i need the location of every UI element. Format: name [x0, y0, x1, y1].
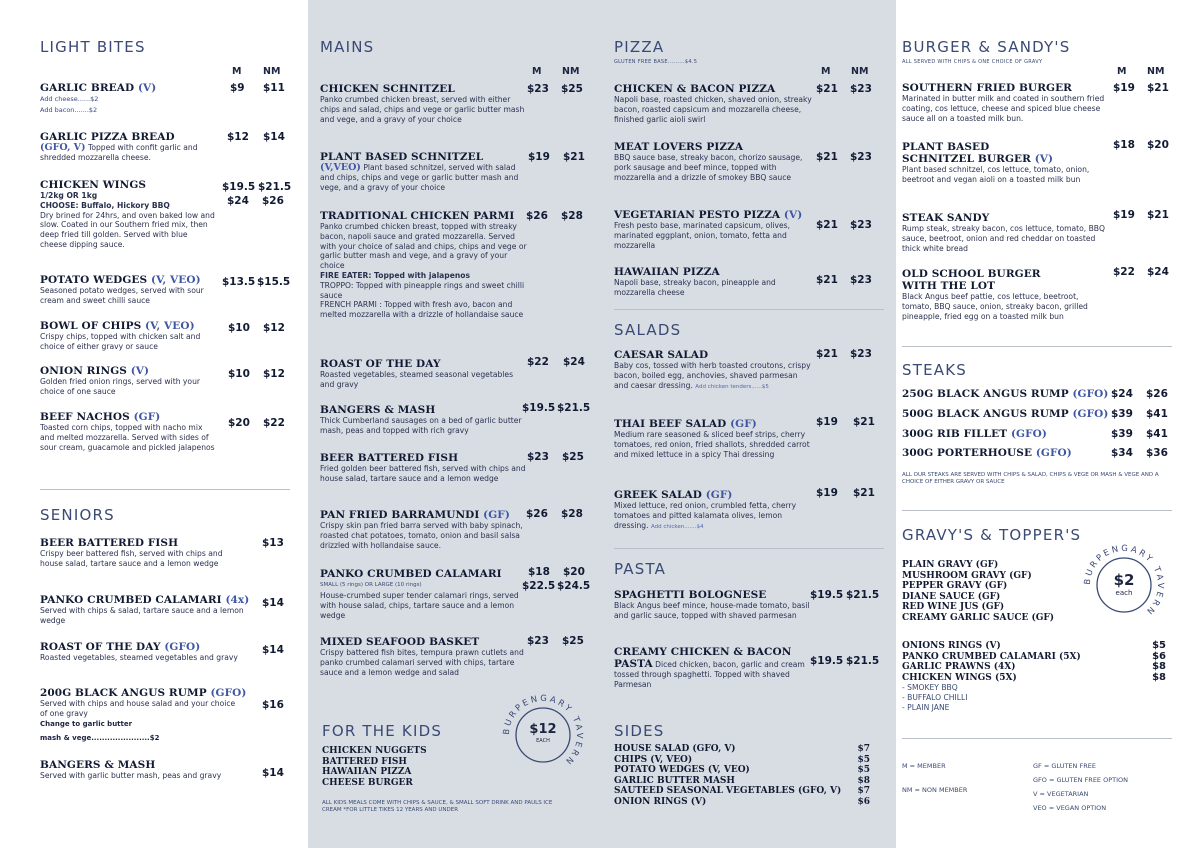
price-member: $13.5 [222, 276, 256, 288]
price-member: $23 [527, 635, 549, 647]
price-member: $19 [528, 151, 550, 163]
steaks-note: ALL OUR STEAKS ARE SERVED WITH CHIPS & SALAD, CHIPS & VEGE OR MASH & VEGE AND A CHOICE OF EITHER GRAVY OR SAUCE [902, 472, 1159, 485]
kids-heading: FOR THE KIDS [322, 722, 443, 740]
price-member: $19.5 [810, 589, 844, 601]
menu-item: CAESAR SALAD Baby cos, tossed with herb toasted croutons, crispy bacon, boiled egg, anchovies, shaved parmesan and caesar dressing. Add chicken tenders......$5 [614, 349, 811, 390]
menu-item: 250G BLACK ANGUS RUMP (GFO) [902, 388, 1109, 400]
stamp-ring-text: BURPENGARY TAVERN [501, 693, 585, 768]
price-member: $21 [816, 348, 838, 360]
divider [902, 510, 1172, 511]
member-col-header: M [232, 66, 242, 77]
legend-gf: GF = GLUTEN FREE [1033, 762, 1096, 770]
menu-item: CREAMY CHICKEN & BACON PASTA Diced chicken, bacon, garlic and cream tossed through spaghetti. Topped with shaved Parmesan [614, 646, 805, 689]
kids-list [322, 746, 427, 788]
list-item: POTATO WEDGES (V, VEO) $5 [614, 765, 870, 776]
menu-item: HAWAIIAN PIZZA Napoli base, streaky bacon, pineapple and mozzarella cheese [614, 266, 776, 297]
member-col-header: M [532, 66, 542, 77]
gravy-heading: GRAVY'S & TOPPER'S [902, 526, 1082, 544]
price-nonmember: $36 [1146, 447, 1168, 459]
price-nonmember: $23 [850, 83, 872, 95]
price-member: $19.5 [522, 402, 556, 414]
gravy-list [902, 560, 1054, 624]
price-nonmember: $23 [850, 274, 872, 286]
stamp-each: each [1115, 589, 1133, 597]
menu-item: STEAK SANDY Rump steak, streaky bacon, cos lettuce, tomato, BBQ sauce, beetroot, onion and red cheddar on toasted thick white bread [902, 212, 1105, 253]
price-member: $24 [227, 195, 249, 207]
stamp-ring-text: BURPENGARY TAVERN [1082, 543, 1166, 618]
burgers-subtitle: ALL SERVED WITH CHIPS & ONE CHOICE OF GRAVY [902, 59, 1043, 65]
price-member: $26 [526, 210, 548, 222]
price-nonmember: $24.5 [557, 580, 591, 592]
price-member: $21 [816, 151, 838, 163]
menu-item: VEGETARIAN PESTO PIZZA (V) Fresh pesto base, marinated capsicum, olives, marinated eggplant, onion, tomato, fetta and mozzarella [614, 209, 803, 250]
nonmember-col-header: NM [851, 66, 869, 77]
menu-item: ROAST OF THE DAY Roasted vegetables, steamed seasonal vegetables and gravy [320, 358, 514, 389]
price-member: $19 [1113, 209, 1135, 221]
kids-note: ALL KIDS MEALS COME WITH CHIPS & SAUCE, & SMALL SOFT DRINK AND PAULS ICE CREAM *FOR LITTLE TIKES 12 YEARS AND UNDER [322, 800, 553, 813]
price: $16 [262, 699, 284, 711]
toppers-list [902, 641, 1166, 713]
menu-item: 200G BLACK ANGUS RUMP (GFO) Served with chips and house salad and your choice of one gravy Change to garlic butter mash & vege......................$2 [40, 687, 247, 742]
sides-heading: SIDES [614, 722, 665, 740]
price-nonmember: $11 [263, 82, 285, 94]
price-member: $19.5 [222, 181, 256, 193]
menu-item: BEER BATTERED FISH Crispy beer battered fish, served with chips and house salad, tartare sauce and a lemon wedge [40, 537, 223, 568]
member-col-header: M [821, 66, 831, 77]
menu-item: MEAT LOVERS PIZZA BBQ sauce base, streaky bacon, chorizo sausage, pork sausage and beef mince, topped with mozzarella and a drizzle of smokey BBQ sauce [614, 141, 803, 182]
list-item: CHIPS (V, VEO) $5 [614, 754, 870, 765]
menu-item: GREEK SALAD (GF) Mixed lettuce, red onion, crumbled fetta, cherry tomatoes and pitted kalamata olives, lemon dressing. Add chicken.......$4 [614, 489, 797, 530]
mains-heading: MAINS [320, 38, 375, 56]
stamp-each: EACH [536, 738, 550, 744]
price-nonmember: $21 [1147, 209, 1169, 221]
menu-item: PLANT BASED SCHNITZEL (V,VEO) Plant based schnitzel, served with salad and chips, chips and vege or garlic butter mash and vege, and a gravy of your choice [320, 151, 519, 192]
price-member: $22.5 [522, 580, 556, 592]
price-nonmember: $28 [561, 210, 583, 222]
price-member: $24 [1111, 388, 1133, 400]
price-member: $19.5 [810, 655, 844, 667]
list-item: CHEESE BURGER [322, 777, 413, 788]
legend-v: V = VEGETARIAN [1033, 790, 1089, 798]
price-member: $21 [816, 83, 838, 95]
price-member: $9 [230, 82, 245, 94]
list-item: DIANE SAUCE (GF) [902, 591, 1001, 602]
price: $14 [262, 597, 284, 609]
legend-veo: VEO = VEGAN OPTION [1033, 804, 1107, 812]
price-nonmember: $21.5 [258, 181, 292, 193]
menu-item: CHICKEN WINGS 1/2kg OR 1kg CHOOSE: Buffalo, Hickory BBQ Dry brined for 24hrs, and oven baked low and slow. Coated in our Southern fried mix, then deep fried till golden. Served with blue cheese dipping sauce. [40, 179, 215, 249]
price-nonmember: $23 [850, 219, 872, 231]
member-col-header: M [1117, 66, 1127, 77]
menu-item: GARLIC BREAD (V) Add cheese......$2 Add bacon.......$2 [40, 82, 157, 114]
price-member: $10 [228, 322, 250, 334]
stamp-price: $12 [529, 722, 557, 737]
price-nonmember: $15.5 [257, 276, 291, 288]
pizza-subtitle: GLUTEN FREE BASE.........$4.5 [614, 59, 698, 65]
stamp-price: $2 [1113, 571, 1135, 589]
price-member: $23 [527, 451, 549, 463]
seniors-heading: SENIORS [40, 506, 115, 524]
price-nonmember: $25 [562, 635, 584, 647]
price-member: $39 [1111, 408, 1133, 420]
price-nonmember: $24 [1147, 266, 1169, 278]
divider [614, 309, 884, 310]
price-member: $23 [527, 83, 549, 95]
price-nonmember: $22 [263, 417, 285, 429]
list-item: MUSHROOM GRAVY (GF) [902, 570, 1032, 581]
menu-item: SOUTHERN FRIED BURGER Marinated in butter milk and coated in southern fried coating, cos lettuce, cheese and spiced blue cheese sauce all on a toasted milk bun. [902, 82, 1105, 123]
menu-item: BOWL OF CHIPS (V, VEO) Crispy chips, topped with chicken salt and choice of either gravy or sauce [40, 320, 201, 351]
price-nonmember: $20 [1147, 139, 1169, 151]
menu-item: BANGERS & MASH Served with garlic butter mash, peas and gravy [40, 759, 222, 780]
center-panel [308, 0, 896, 848]
menu-item: PANKO CRUMBED CALAMARI SMALL (5 rings) OR LARGE (10 rings) House-crumbed super tender calamari rings, served with house salad, chips, tartare sauce and a lemon wedge [320, 568, 519, 620]
price-nonmember: $26 [262, 195, 284, 207]
menu-item: MIXED SEAFOOD BASKET Crispy battered fish bites, tempura prawn cutlets and panko crumbed calamari served with chips, tartare sauce and a lemon wedge and salad [320, 636, 524, 677]
list-item: BATTERED FISH [322, 756, 407, 767]
menu-item: ROAST OF THE DAY (GFO) Roasted vegetables, steamed vegetables and gravy [40, 641, 238, 662]
menu-item: BEEF NACHOS (GF) Toasted corn chips, topped with nacho mix and melted mozzarella. Served with sides of sour cream, guacamole and pickled jalapenos [40, 411, 215, 452]
menu-item: CHICKEN SCHNITZEL Panko crumbed chicken breast, served with either chips and salad, chips and vege or garlic butter mash and vege, and a gravy of your choice [320, 83, 525, 124]
menu-item: THAI BEEF SALAD (GF) Medium rare seasoned & sliced beef strips, cherry tomatoes, red onion, fried shallots, shredded carrot and mixed lettuce in a spicy Thai dressing [614, 418, 810, 459]
price-nonmember: $23 [850, 348, 872, 360]
light-bites-heading: LIGHT BITES [40, 38, 146, 56]
menu-item: 500G BLACK ANGUS RUMP (GFO) [902, 408, 1109, 420]
menu-item: TRADITIONAL CHICKEN PARMI Panko crumbed chicken breast, topped with streaky bacon, napoli sauce and grated mozzarella. Served with your choice of salad and chips, chips and vege or garlic butter mash and vege, and a gravy of your choice FIRE EATER: Topped with jalapenos TROPPO: Topped with pineapple rings and sweet chilli sauce FRENCH PARMI : Topped with fresh avo, bacon and melted mozzarella with a drizzle of hollandaise sauce [320, 210, 527, 320]
sides-list [614, 744, 870, 808]
list-item: RED WINE JUS (GF) [902, 602, 1005, 613]
price-member: $19 [816, 487, 838, 499]
list-item: ONIONS RINGS (V) $5 [902, 640, 1166, 651]
menu-item: ONION RINGS (V) Golden fried onion rings, served with your choice of one sauce [40, 365, 201, 396]
kids-price-stamp [501, 693, 585, 777]
price-nonmember: $21 [1147, 82, 1169, 94]
price-member: $12 [227, 131, 249, 143]
menu-item: PANKO CRUMBED CALAMARI (4x) Served with chips & salad, tartare sauce and a lemon wedge [40, 594, 250, 625]
price-member: $39 [1111, 428, 1133, 440]
list-item: HAWAIIAN PIZZA [322, 767, 412, 778]
price-nonmember: $14 [263, 131, 285, 143]
pasta-heading: PASTA [614, 560, 667, 578]
list-item: PEPPER GRAVY (GF) [902, 581, 1008, 592]
list-item: GARLIC PRAWNS (4X) $8 [902, 661, 1166, 673]
price-member: $19 [816, 416, 838, 428]
left-column [0, 0, 308, 848]
price-member: $22 [1113, 266, 1135, 278]
menu-item: BEER BATTERED FISH Fried golden beer battered fish, served with chips and house salad, tartare sauce and a lemon wedge [320, 452, 526, 483]
salads-heading: SALADS [614, 321, 682, 339]
nonmember-col-header: NM [562, 66, 580, 77]
divider [40, 489, 290, 490]
menu-item: POTATO WEDGES (V, VEO) Seasoned potato wedges, served with sour cream and sweet chilli sauce [40, 274, 204, 305]
price-member: $22 [527, 356, 549, 368]
divider [902, 738, 1172, 739]
price: $14 [262, 644, 284, 656]
price-nonmember: $21 [853, 487, 875, 499]
price-nonmember: $21.5 [557, 402, 591, 414]
menu-item: CHICKEN & BACON PIZZA Napoli base, roasted chicken, shaved onion, streaky bacon, roasted capsicum and mozzarella cheese, finished garlic aioli swirl [614, 83, 812, 124]
divider [614, 548, 884, 549]
price-nonmember: $21.5 [846, 655, 880, 667]
price: $13 [262, 537, 284, 549]
list-item: GARLIC BUTTER MASH $8 [614, 775, 870, 786]
price-member: $21 [816, 274, 838, 286]
nonmember-col-header: NM [1147, 66, 1165, 77]
wing-option: - BUFFALO CHILLI [902, 693, 968, 703]
nonmember-col-header: NM [263, 66, 281, 77]
price-member: $18 [1113, 139, 1135, 151]
price-nonmember: $20 [563, 566, 585, 578]
menu-item: BANGERS & MASH Thick Cumberland sausages on a bed of garlic butter mash, peas and topped with rich gravy [320, 404, 522, 435]
burgers-heading: BURGER & SANDY'S [902, 38, 1071, 56]
price-nonmember: $28 [561, 508, 583, 520]
wing-option: - PLAIN JANE [902, 702, 950, 712]
menu-item: 300G RIB FILLET (GFO) [902, 428, 1047, 440]
right-column [896, 0, 1200, 848]
list-item: PLAIN GRAVY (GF) [902, 560, 999, 570]
pizza-heading: PIZZA [614, 38, 665, 56]
price-nonmember: $25 [561, 83, 583, 95]
price-nonmember: $26 [1146, 388, 1168, 400]
menu-item: 300G PORTERHOUSE (GFO) [902, 447, 1072, 459]
menu-item: OLD SCHOOL BURGER WITH THE LOT Black Angus beef pattie, cos lettuce, beetroot, tomato, BBQ sauce, onion, streaky bacon, grilled pineapple, fried egg on a toasted milk bun [902, 268, 1088, 321]
price-nonmember: $12 [263, 368, 285, 380]
list-item: ONION RINGS (V) $6 [614, 796, 870, 807]
legend-member: M = MEMBER [902, 762, 946, 770]
price-nonmember: $23 [850, 151, 872, 163]
divider [902, 346, 1172, 347]
price-member: $10 [228, 368, 250, 380]
gravy-price-stamp [1082, 543, 1166, 627]
list-item: CREAMY GARLIC SAUCE (GF) [902, 612, 1055, 623]
price-nonmember: $21 [563, 151, 585, 163]
menu-item: GARLIC PIZZA BREAD (GFO, V) Topped with confit garlic and shredded mozzarella cheese. [40, 131, 198, 162]
list-item: CHICKEN NUGGETS [322, 746, 427, 756]
price-nonmember: $24 [563, 356, 585, 368]
legend-nonmember: NM = NON MEMBER [902, 786, 968, 794]
price-nonmember: $41 [1146, 408, 1168, 420]
menu-item: PAN FRIED BARRAMUNDI (GF) Crispy skin pan fried barra served with baby spinach, roasted chat potatoes, tomato, onion and basil salsa drizzled with hollandaise sauce. [320, 509, 523, 550]
price-nonmember: $21 [853, 416, 875, 428]
price: $14 [262, 767, 284, 779]
list-item: SAUTEED SEASONAL VEGETABLES (GFO, V) $7 [614, 786, 870, 797]
list-item: CHICKEN WINGS (5X) $8 [902, 671, 1166, 683]
wing-option: - SMOKEY BBQ [902, 683, 958, 693]
price-member: $26 [526, 508, 548, 520]
price-member: $21 [816, 219, 838, 231]
menu-item: SPAGHETTI BOLOGNESE Black Angus beef mince, house-made tomato, basil and garlic sauce, topped with shaved parmesan [614, 589, 810, 620]
list-item: PANKO CRUMBED CALAMARI (5X) $6 [902, 650, 1166, 662]
price-member: $18 [528, 566, 550, 578]
price-member: $20 [228, 417, 250, 429]
steaks-heading: STEAKS [902, 361, 967, 379]
price-nonmember: $21.5 [846, 589, 880, 601]
price-nonmember: $12 [263, 322, 285, 334]
legend-gfo: GFO = GLUTEN FREE OPTION [1033, 776, 1129, 784]
price-member: $34 [1111, 447, 1133, 459]
price-nonmember: $41 [1146, 428, 1168, 440]
menu-item: PLANT BASED SCHNITZEL BURGER (V) Plant based schnitzel, cos lettuce, tomato, onion, beetroot and vegan aioli on a toasted milk bun [902, 141, 1090, 184]
list-item: HOUSE SALAD (GFO, V) $7 [614, 744, 870, 754]
price-member: $19 [1113, 82, 1135, 94]
price-nonmember: $25 [562, 451, 584, 463]
